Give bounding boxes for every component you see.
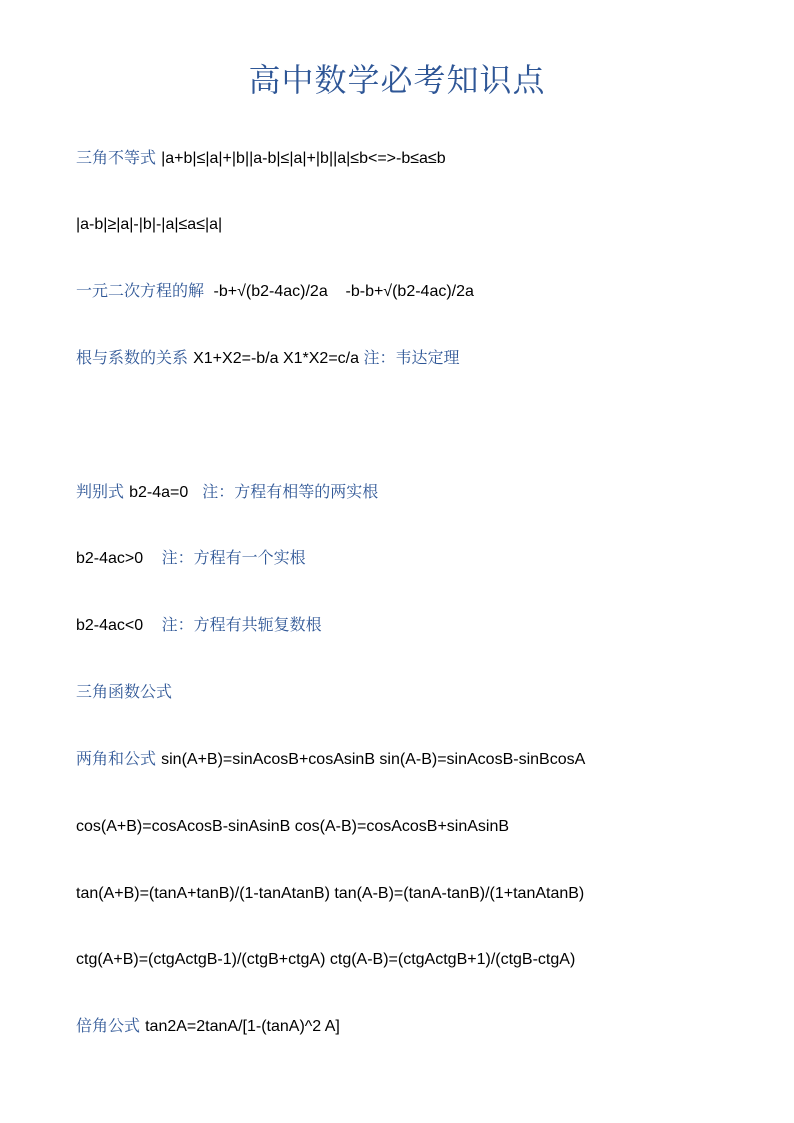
line-formula: ctg(A+B)=(ctgActgB-1)/(ctgB+ctgA) ctg(A-B)=(ctgActgB+1)/(ctgB-ctgA) (76, 951, 576, 968)
line-formula: b2-4a=0 (129, 484, 198, 501)
line-note: 注：方程有相等的两实根 (202, 482, 379, 501)
line-note: 注：方程有一个实根 (161, 548, 306, 567)
line-formula: -b+√(b2-4ac)/2a -b-b+√(b2-4ac)/2a (209, 283, 474, 300)
line-formula: b2-4ac>0 (76, 550, 157, 567)
line-formula: b2-4ac<0 (76, 617, 157, 634)
line-discriminant-zero (76, 479, 754, 505)
line-note: 注：韦达定理 (363, 348, 460, 367)
line-discriminant-negative (76, 612, 754, 638)
line-formula: |a+b|≤|a|+|b||a-b|≤|a|+|b||a|≤b<=>-b≤a≤b (161, 150, 446, 167)
line-quadratic-solution (76, 278, 754, 304)
line-label: 倍角公式 (76, 1016, 141, 1035)
line-formula: cos(A+B)=cosAcosB-sinAsinB cos(A-B)=cosAcosB+sinAsinB (76, 818, 510, 835)
line-triangle-inequality (76, 145, 754, 171)
line-formula: |a-b|≥|a|-|b|-|a|≤a≤|a| (76, 216, 223, 233)
page-title: 高中数学必考知识点 (248, 61, 546, 99)
line-formula: X1+X2=-b/a X1*X2=c/a (193, 350, 364, 367)
line-formula: tan2A=2tanA/[1-(tanA)^2 A] (145, 1018, 340, 1035)
line-sum-formula-tan (76, 880, 754, 906)
line-label: 三角函数公式 (76, 682, 173, 701)
line-label: 一元二次方程的解 (76, 281, 205, 300)
line-sum-formula-sin (76, 746, 754, 772)
line-label: 根与系数的关系 (76, 348, 189, 367)
line-formula: tan(A+B)=(tanA+tanB)/(1-tanAtanB) tan(A-B)=(tanA-tanB)/(1+tanAtanB) (76, 885, 585, 902)
line-abs-inequality (76, 211, 754, 237)
line-vieta (76, 345, 754, 371)
line-formula: sin(A+B)=sinAcosB+cosAsinB sin(A-B)=sinAcosB-sinBcosA (161, 751, 586, 768)
line-double-angle (76, 1013, 754, 1039)
line-sum-formula-cos (76, 813, 754, 839)
line-note: 注：方程有共轭复数根 (161, 615, 322, 634)
line-discriminant-positive (76, 545, 754, 571)
line-trig-heading (76, 679, 754, 705)
line-label: 两角和公式 (76, 749, 157, 768)
line-label: 判别式 (76, 482, 125, 501)
line-sum-formula-ctg (76, 946, 754, 972)
line-label: 三角不等式 (76, 148, 157, 167)
